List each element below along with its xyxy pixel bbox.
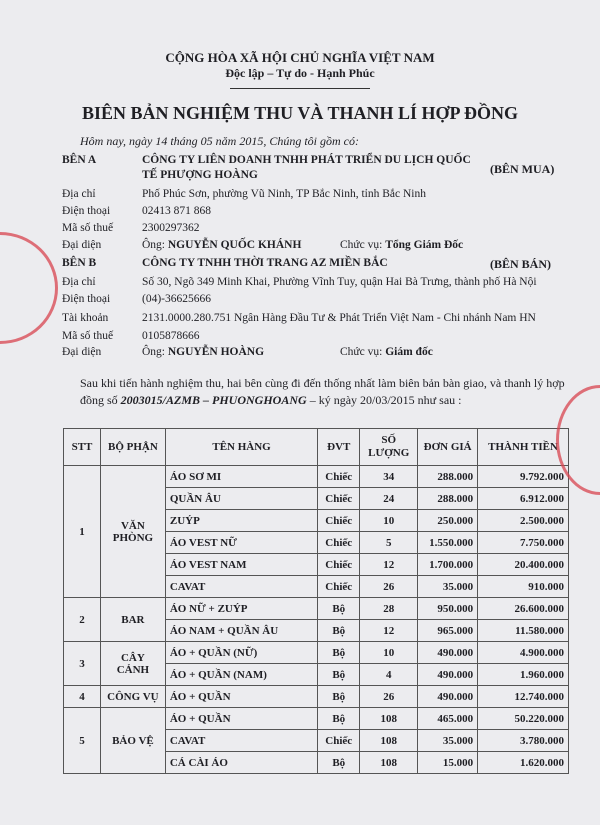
unit-price-cell: 465.000	[418, 708, 478, 730]
unit-cell: Bộ	[318, 598, 360, 620]
unit-price-cell: 35.000	[418, 730, 478, 752]
department-cell: CÂY CẢNH	[100, 642, 165, 686]
quantity-cell: 24	[360, 488, 418, 510]
quantity-cell: 108	[360, 708, 418, 730]
column-header: ĐVT	[318, 429, 360, 466]
unit-price-cell: 288.000	[418, 488, 478, 510]
unit-cell: Chiếc	[318, 532, 360, 554]
divider	[230, 88, 370, 89]
quantity-cell: 108	[360, 752, 418, 774]
stt-cell: 1	[64, 466, 101, 598]
unit-price-cell: 1.550.000	[418, 532, 478, 554]
amount-cell: 3.780.000	[478, 730, 569, 752]
column-header: BỘ PHẬN	[100, 429, 165, 466]
unit-cell: Chiếc	[318, 466, 360, 488]
column-header: ĐƠN GIÁ	[418, 429, 478, 466]
amount-cell: 4.900.000	[478, 642, 569, 664]
item-name-cell: ÁO + QUẦN (NỮ)	[165, 642, 317, 664]
quantity-cell: 26	[360, 686, 418, 708]
unit-price-cell: 1.700.000	[418, 554, 478, 576]
item-name-cell: CAVAT	[165, 576, 317, 598]
table-row	[64, 686, 569, 708]
column-header: STT	[64, 429, 101, 466]
quantity-cell: 108	[360, 730, 418, 752]
party-b-address: Địa chỉ Số 30, Ngõ 349 Minh Khai, Phường Vĩnh Tuy, quận Hai Bà Trưng, thành phố Hà Nội	[62, 276, 537, 288]
unit-cell: Chiếc	[318, 510, 360, 532]
contract-paragraph: Sau khi tiến hành nghiệm thu, hai bên cùng đi đến thống nhất làm biên bản bàn giao, và thanh lý hợp đồng số 2003015/AZMB – PHUONGHOANG – ký ngày 20/03/2015 như sau :	[80, 376, 565, 407]
quantity-cell: 4	[360, 664, 418, 686]
item-name-cell: CAVAT	[165, 730, 317, 752]
quantity-cell: 28	[360, 598, 418, 620]
amount-cell: 7.750.000	[478, 532, 569, 554]
party-a-rep: Đại diện Ông: NGUYỄN QUỐC KHÁNH	[62, 239, 302, 251]
quantity-cell: 12	[360, 620, 418, 642]
department-cell: BẢO VỆ	[100, 708, 165, 774]
item-name-cell: ÁO VEST NỮ	[165, 532, 317, 554]
unit-cell: Bộ	[318, 708, 360, 730]
stt-cell: 4	[64, 686, 101, 708]
amount-cell: 2.500.000	[478, 510, 569, 532]
party-b-position: Chức vụ: Giám đốc	[340, 346, 433, 358]
nation-heading: CỘNG HÒA XÃ HỘI CHỦ NGHĨA VIỆT NAM	[165, 50, 435, 65]
item-name-cell: ÁO VEST NAM	[165, 554, 317, 576]
stt-cell: 3	[64, 642, 101, 686]
party-a-name-row2: TẾ PHƯỢNG HOÀNG	[142, 169, 258, 181]
item-name-cell: ÁO SƠ MI	[165, 466, 317, 488]
amount-cell: 20.400.000	[478, 554, 569, 576]
intro-text: Hôm nay, ngày 14 tháng 05 năm 2015, Chúng tôi gồm có:	[80, 134, 359, 148]
party-a-name: CÔNG TY LIÊN DOANH TNHH PHÁT TRIỂN DU LỊCH QUỐC	[142, 154, 471, 166]
unit-cell: Bộ	[318, 686, 360, 708]
unit-price-cell: 15.000	[418, 752, 478, 774]
item-name-cell: ZUÝP	[165, 510, 317, 532]
table-row	[64, 598, 569, 620]
items-table	[63, 428, 569, 774]
quantity-cell: 34	[360, 466, 418, 488]
amount-cell: 11.580.000	[478, 620, 569, 642]
item-name-cell: ÁO NỮ + ZUÝP	[165, 598, 317, 620]
motto: Độc lập – Tự do - Hạnh Phúc	[225, 66, 375, 80]
quantity-cell: 10	[360, 510, 418, 532]
item-name-cell: ÁO + QUẦN	[165, 708, 317, 730]
table-row	[64, 708, 569, 730]
amount-cell: 1.620.000	[478, 752, 569, 774]
amount-cell: 1.960.000	[478, 664, 569, 686]
unit-price-cell: 490.000	[418, 642, 478, 664]
unit-price-cell: 965.000	[418, 620, 478, 642]
unit-price-cell: 490.000	[418, 664, 478, 686]
amount-cell: 6.912.000	[478, 488, 569, 510]
item-name-cell: CÁ CÀI ÁO	[165, 752, 317, 774]
table-row	[64, 466, 569, 488]
department-cell: BAR	[100, 598, 165, 642]
table-row	[64, 642, 569, 664]
quantity-cell: 26	[360, 576, 418, 598]
unit-cell: Bộ	[318, 752, 360, 774]
party-b-name-row: BÊN B CÔNG TY TNHH THỜI TRANG AZ MIỀN BẮC	[62, 257, 388, 269]
stt-cell: 2	[64, 598, 101, 642]
party-b-rep: Đại diện Ông: NGUYỄN HOÀNG	[62, 346, 265, 358]
item-name-cell: ÁO + QUẦN (NAM)	[165, 664, 317, 686]
stt-cell: 5	[64, 708, 101, 774]
company-stamp-left	[0, 232, 58, 344]
item-name-cell: ÁO NAM + QUẦN ÂU	[165, 620, 317, 642]
document-title: BIÊN BẢN NGHIỆM THU VÀ THANH LÍ HỢP ĐỒNG	[81, 103, 519, 123]
amount-cell: 12.740.000	[478, 686, 569, 708]
party-a-position: Chức vụ: Tổng Giám Đốc	[340, 239, 464, 251]
party-a-address: Địa chỉ Phố Phúc Sơn, phường Vũ Ninh, TP Bắc Ninh, tỉnh Bắc Ninh	[62, 188, 426, 200]
contract-number: 2003015/AZMB – PHUONGHOANG	[120, 393, 307, 407]
unit-cell: Chiếc	[318, 488, 360, 510]
department-cell: CÔNG VỤ	[100, 686, 165, 708]
quantity-cell: 10	[360, 642, 418, 664]
table-header-row	[64, 429, 569, 466]
unit-cell: Bộ	[318, 620, 360, 642]
unit-cell: Chiếc	[318, 554, 360, 576]
unit-price-cell: 35.000	[418, 576, 478, 598]
column-header: SỐ LƯỢNG	[360, 429, 418, 466]
quantity-cell: 12	[360, 554, 418, 576]
unit-cell: Chiếc	[318, 576, 360, 598]
department-cell: VĂN PHÒNG	[100, 466, 165, 598]
column-header: TÊN HÀNG	[165, 429, 317, 466]
unit-price-cell: 288.000	[418, 466, 478, 488]
column-header: THÀNH TIỀN	[478, 429, 569, 466]
item-name-cell: ÁO + QUẦN	[165, 686, 317, 708]
party-b-phone: Điện thoại (04)-36625666	[62, 293, 211, 305]
quantity-cell: 5	[360, 532, 418, 554]
amount-cell: 9.792.000	[478, 466, 569, 488]
party-b-role: (BÊN BÁN)	[490, 257, 552, 271]
unit-price-cell: 250.000	[418, 510, 478, 532]
party-a-phone: Điện thoại 02413 871 868	[62, 205, 211, 217]
party-a-name-row: BÊN A CÔNG TY LIÊN DOANH TNHH PHÁT TRIỂN DU LỊCH QUỐC	[62, 154, 471, 166]
amount-cell: 50.220.000	[478, 708, 569, 730]
party-a-role: (BÊN MUA)	[490, 162, 555, 176]
unit-price-cell: 490.000	[418, 686, 478, 708]
amount-cell: 910.000	[478, 576, 569, 598]
item-name-cell: QUẦN ÂU	[165, 488, 317, 510]
unit-price-cell: 950.000	[418, 598, 478, 620]
unit-cell: Chiếc	[318, 730, 360, 752]
unit-cell: Bộ	[318, 642, 360, 664]
party-b-tax: Mã số thuế 0105878666	[62, 330, 200, 342]
party-b-account: Tài khoản 2131.0000.280.751 Ngân Hàng Đầu Tư & Phát Triển Việt Nam - Chi nhánh Nam HN	[62, 312, 536, 324]
amount-cell: 26.600.000	[478, 598, 569, 620]
unit-cell: Bộ	[318, 664, 360, 686]
party-a-tax: Mã số thuế 2300297362	[62, 222, 200, 234]
